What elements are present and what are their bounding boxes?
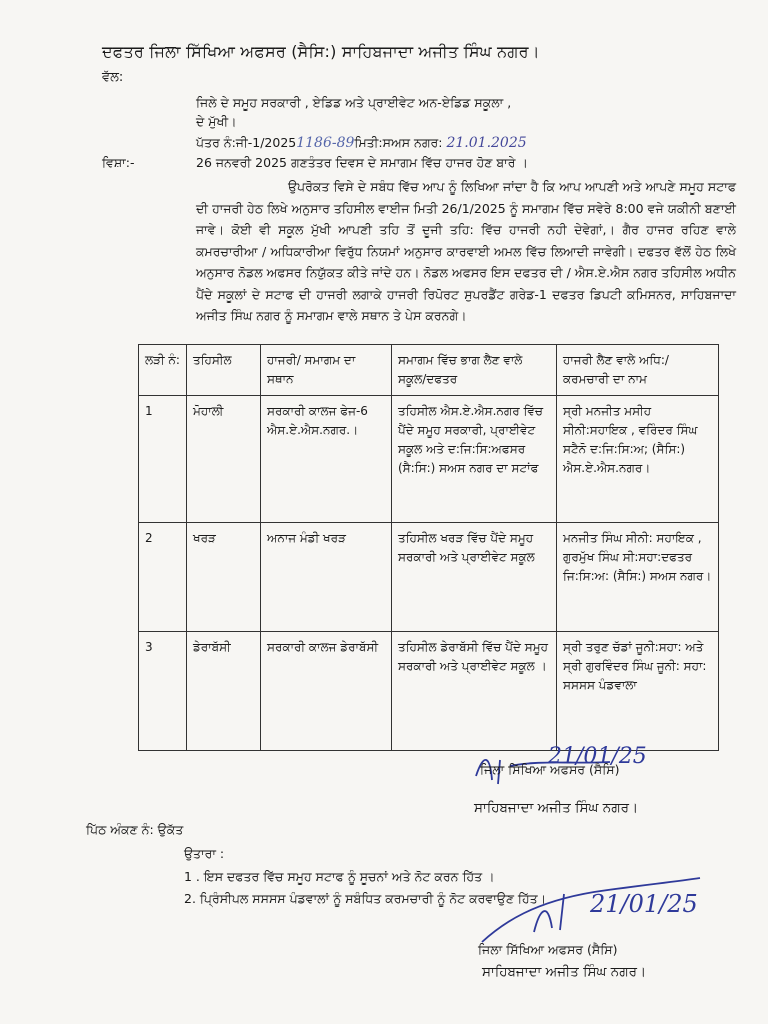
signature-title-2: ਜਿਲਾ ਸਿੱਖਿਆ ਅਫਸਰ (ਸੈਸਿ)	[478, 942, 618, 957]
col-header-schools: ਸਮਾਗਮ ਵਿੱਚ ਭਾਗ ਲੈਣ ਵਾਲੇ ਸਕੂਲ/ਦਫਤਰ	[392, 345, 557, 396]
signature-date-1: 21/01/25	[548, 744, 647, 769]
reference-number: ਪੱਤਰ ਨੰ:ਜੀ-1/2025	[196, 135, 297, 150]
cell-tehsil: ਖਰੜ	[187, 523, 261, 632]
cell-officer: ਮਨਜੀਤ ਸਿੰਘ ਸੀਨੀ: ਸਹਾਇਕ , ਗੁਰਮੁੱਖ ਸਿੰਘ ਸੀ:ਸਹਾ:ਦਫਤਰ ਜਿ:ਸਿ:ਅ: (ਸੈਸਿ:) ਸਅਸ ਨਗਰ।	[557, 523, 719, 632]
col-header-venue: ਹਾਜਰੀ/ ਸਮਾਗਮ ਦਾ ਸਥਾਨ	[261, 345, 392, 396]
reference-date-handwritten: 21.01.2025	[446, 135, 527, 151]
table-header-row	[139, 345, 719, 396]
to-label: ਵੱਲ:	[102, 70, 124, 85]
col-header-sr: ਲੜੀ ਨੰ:	[139, 345, 187, 396]
subject-text: 26 ਜਨਵਰੀ 2025 ਗਣਤੰਤਰ ਦਿਵਸ ਦੇ ਸਮਾਗਮ ਵਿੱਚ ਹਾਜਰ ਹੋਣ ਬਾਰੇ ।	[196, 155, 528, 170]
recipients-line-2: ਦੇ ਮੁੱਖੀ।	[196, 114, 237, 129]
recipients-line-1: ਜਿਲੇ ਦੇ ਸਮੂਹ ਸਰਕਾਰੀ , ਏਡਿਡ ਅਤੇ ਪ੍ਰਾਈਵੇਟ ਅਨ-ਏਡਿਡ ਸਕੂਲਾ ,	[196, 95, 512, 110]
signature-place-1: ਸਾਹਿਬਜਾਦਾ ਅਜੀਤ ਸਿੰਘ ਨਗਰ।	[474, 800, 639, 816]
cell-officer: ਸ੍ਰੀ ਮਨਜੀਤ ਮਸੀਹ ਸੀਨੀ:ਸਹਾਇਕ , ਵਰਿੰਦਰ ਸਿੰਘ ਸਟੈਨੋ ਦ:ਜਿ:ਸਿ:ਅ; (ਸੈਸਿ:) ਐਸ.ਏ.ਐਸ.ਨਗਰ।	[557, 396, 719, 523]
table-row	[139, 523, 719, 632]
body-paragraph: ਉਪਰੋਕਤ ਵਿਸੇ ਦੇ ਸਬੰਧ ਵਿੱਚ ਆਪ ਨੂੰ ਲਿਖਿਆ ਜਾਂਦਾ ਹੈ ਕਿ ਆਪ ਆਪਣੀ ਅਤੇ ਆਪਣੇ ਸਮੂਹ ਸਟਾਫ ਦੀ ਹਾਜਰੀ ਹੇਠ ਲਿਖੇ ਅਨੁਸਾਰ ਤਹਿਸੀਲ ਵਾਈਜ ਮਿਤੀ 26/1/2025 ਨੂੰ ਸਮਾਗਮ ਵਿੱਚ ਸਵੇਰੇ 8:00 ਵਜੇ ਯਕੀਨੀ ਬਣਾਈ ਜਾਵੇ। ਕੋਈ ਵੀ ਸਕੂਲ ਮੁੱਖੀ ਆਪਣੀ ਤਹਿ ਤੋਂ ਦੂਜੀ ਤਹਿ: ਵਿੱਚ ਹਾਜਰੀ ਨਹੀ ਦੇਵੇਗਾਂ,। ਗੈਰ ਹਾਜਰ ਰਹਿਣ ਵਾਲੇ ਕਮਰਚਾਰੀਆ / ਅਧਿਕਾਰੀਆ ਵਿਰੁੱਧ ਨਿਯਮਾਂ ਅਨੁਸਾਰ ਕਾਰਵਾਈ ਅਮਲ ਵਿੱਚ ਲਿਆਦੀ ਜਾਵੇਗੀ। ਦਫਤਰ ਵੱਲੋਂ ਹੇਠ ਲਿਖੇ ਅਨੁਸਾਰ ਨੋਡਲ ਅਫਸਰ ਨਿਯੁੱਕਤ ਕੀਤੇ ਜਾਂਦੇ ਹਨ। ਨੋਡਲ ਅਫਸਰ ਇਸ ਦਫਤਰ ਦੀ / ਐਸ.ਏ.ਐਸ ਨਗਰ ਤਹਿਸੀਲ ਅਧੀਨ ਪੈਂਦੇ ਸਕੂਲਾਂ ਦੇ ਸਟਾਫ ਦੀ ਹਾਜਰੀ ਲਗਾਕੇ ਹਾਜਰੀ ਰਿਪੋਰਟ ਸੁਪਰਡੈਂਟ ਗਰੇਡ-1 ਦਫਤਰ ਡਿਪਟੀ ਕਮਿਸਨਰ, ਸਾਹਿਬਜਾਦਾ ਅਜੀਤ ਸਿੰਘ ਨਗਰ ਨੂੰ ਸਮਾਗਮ ਵਾਲੇ ਸਥਾਨ ਤੇ ਪੇਸ ਕਰਨਗੇ।	[196, 179, 736, 323]
signature-place-2: ਸਾਹਿਬਜਾਦਾ ਅਜੀਤ ਸਿੰਘ ਨਗਰ।	[482, 964, 647, 980]
cell-officer: ਸ੍ਰੀ ਤਰੁਣ ਚੱਡਾਂ ਜੂਨੀ:ਸਹਾ: ਅਤੇ ਸ੍ਰੀ ਗੁਰਵਿੰਦਰ ਸਿੰਘ ਜੂਨੀ: ਸਹਾ: ਸਸਸਸ ਪੰਡਵਾਲਾ	[557, 632, 719, 751]
reference-handwritten: 1186-89	[296, 135, 355, 151]
reference-line	[196, 135, 527, 151]
col-header-officer: ਹਾਜਰੀ ਲੈਣ ਵਾਲੇ ਅਧਿ:/ਕਰਮਚਾਰੀ ਦਾ ਨਾਮ	[557, 345, 719, 396]
cell-tehsil: ਡੇਰਾਬੱਸੀ	[187, 632, 261, 751]
cell-venue: ਸਰਕਾਰੀ ਕਾਲਜ ਡੇਰਾਬੱਸੀ	[261, 632, 392, 751]
cell-venue: ਸਰਕਾਰੀ ਕਾਲਜ ਫੇਜ-6 ਐਸ.ਏ.ਐਸ.ਨਗਰ.।	[261, 396, 392, 523]
cell-schools: ਤਹਿਸੀਲ ਐਸ.ਏ.ਐਸ.ਨਗਰ ਵਿੱਚ ਪੈਂਦੇ ਸਮੂਹ ਸਰਕਾਰੀ, ਪ੍ਰਾਈਵੇਟ ਸਕੂਲ ਅਤੇ ਦ:ਜਿ:ਸਿ:ਅਫਸਰ (ਸੈ:ਸਿ:) ਸਅਸ ਨਗਰ ਦਾ ਸਟਾਂਫ	[392, 396, 557, 523]
subject-label: ਵਿਸ਼ਾ:-	[102, 155, 135, 170]
cell-venue: ਅਨਾਜ ਮੰਡੀ ਖਰੜ	[261, 523, 392, 632]
signature-date-2: 21/01/25	[590, 890, 698, 918]
copy-to-label: ਉਤਾਰਾ :	[184, 846, 225, 861]
cell-schools: ਤਹਿਸੀਲ ਖਰੜ ਵਿੱਚ ਪੈਂਦੇ ਸਮੂਹ ਸਰਕਾਰੀ ਅਤੇ ਪ੍ਰਾਈਵੇਟ ਸਕੂਲ	[392, 523, 557, 632]
cell-schools: ਤਹਿਸੀਲ ਡੇਰਾਬੱਸੀ ਵਿੱਚ ਪੈਂਦੇ ਸਮੂਹ ਸਰਕਾਰੀ ਅਤੇ ਪ੍ਰਾਈਵੇਟ ਸਕੂਲ ।	[392, 632, 557, 751]
cell-sr: 3	[139, 632, 187, 751]
table-row	[139, 632, 719, 751]
copy-item-2: 2. ਪ੍ਰਿੰਸੀਪਲ ਸਸਸਸ ਪੰਡਵਾਲਾਂ ਨੂੰ ਸਬੰਧਿਤ ਕਰਮਚਾਰੀ ਨੂੰ ਨੋਟ ਕਰਵਾਉਣ ਹਿੱਤ।	[184, 891, 547, 906]
copy-item-1: 1 . ਇਸ ਦਫਤਰ ਵਿੱਚ ਸਮੂਹ ਸਟਾਫ ਨੂੰ ਸੂਚਨਾਂ ਅਤੇ ਨੋਟ ਕਰਨ ਹਿੱਤ ।	[184, 869, 495, 884]
cell-sr: 2	[139, 523, 187, 632]
signature-title-1: ਜਿਲਾ ਸਿੱਖਿਆ ਅਫਸਰ (ਸੈਸਿ)	[480, 762, 620, 777]
endorsement-label: ਪਿੱਠ ਅੰਕਣ ਨੰ: ਉਕੱਤ	[86, 822, 184, 837]
cell-tehsil: ਮੋਹਾਲੀ	[187, 396, 261, 523]
reference-date-label: ਮਿਤੀ:ਸਅਸ ਨਗਰ:	[354, 135, 443, 150]
table-row	[139, 396, 719, 523]
col-header-tehsil: ਤਹਿਸੀਲ	[187, 345, 261, 396]
cell-sr: 1	[139, 396, 187, 523]
office-title: ਦਫਤਰ ਜਿਲਾ ਸਿੱਖਿਆ ਅਫਸਰ (ਸੈਸਿ:) ਸਾਹਿਬਜਾਦਾ ਅਜੀਤ ਸਿੰਘ ਨਗਰ।	[102, 42, 540, 61]
nodal-officers-table	[138, 344, 719, 751]
